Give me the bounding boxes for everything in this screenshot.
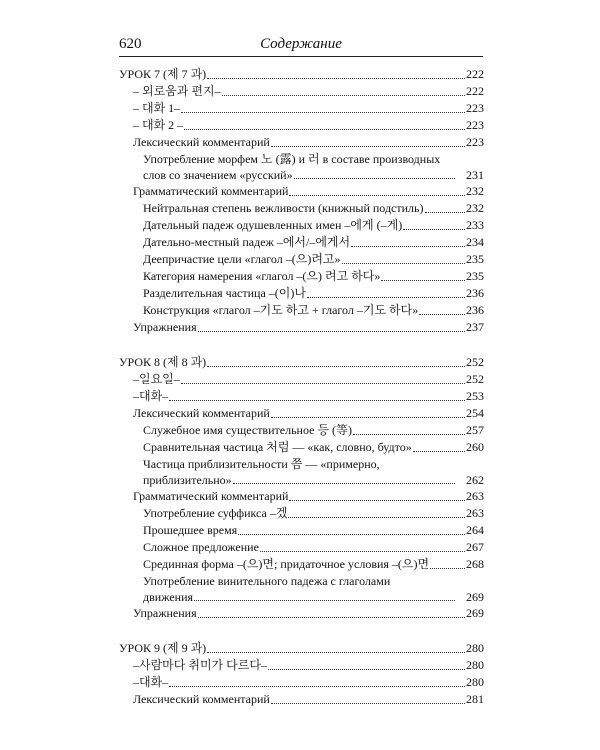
toc-entry-page: 252 — [466, 372, 484, 386]
toc-section — [119, 354, 484, 622]
toc-entry-page: 223 — [466, 101, 484, 115]
toc-entry-page: 236 — [466, 303, 484, 317]
toc-entry-page: 280 — [466, 675, 484, 689]
dot-leader — [351, 246, 465, 247]
toc-entry-text: Употребление морфем 노 (露) и 러 в составе производных — [143, 152, 441, 166]
toc-entry-page: 234 — [466, 235, 484, 249]
dot-leader — [307, 297, 465, 298]
toc-entry[interactable] — [119, 539, 484, 556]
dot-leader — [271, 703, 465, 704]
toc-entry[interactable] — [119, 151, 484, 183]
page-number: 620 — [119, 36, 142, 52]
toc-entry-page: 223 — [466, 135, 484, 149]
table-of-contents — [119, 66, 484, 708]
dot-leader — [207, 78, 465, 79]
toc-entry-text: – 대화 1– — [133, 101, 181, 115]
dot-leader — [353, 434, 465, 435]
toc-entry-page: 269 — [466, 590, 484, 604]
toc-entry[interactable] — [119, 319, 484, 336]
toc-entry-page: 281 — [466, 692, 484, 706]
toc-entry-text: Дательный падеж одушевленных имен –에게 (–게) — [143, 218, 403, 232]
toc-entry[interactable] — [119, 251, 484, 268]
dot-leader — [238, 534, 465, 535]
dot-leader — [342, 263, 465, 264]
toc-entry-page: 262 — [466, 473, 484, 487]
toc-entry[interactable] — [119, 66, 484, 83]
toc-entry-text: Грамматический комментарий — [133, 184, 289, 198]
toc-entry-page: 252 — [466, 355, 484, 369]
toc-entry-text: Категория намерения «глагол –(으) 려고 하다» — [143, 269, 381, 283]
dot-leader — [289, 500, 465, 501]
toc-entry-page: 260 — [466, 440, 484, 454]
toc-entry-text: Употребление винительного падежа с глаголами — [143, 574, 391, 588]
toc-entry-text: Употребление суффикса –겠 — [143, 506, 288, 520]
section-gap — [119, 336, 484, 354]
dot-leader — [271, 417, 465, 418]
toc-entry[interactable] — [119, 234, 484, 251]
dot-leader — [260, 551, 465, 552]
dot-leader — [413, 451, 465, 452]
dot-leader — [181, 112, 465, 113]
toc-entry-page: 268 — [466, 557, 484, 571]
toc-entry-text: Дательно-местный падеж –에서/–에게서 — [143, 235, 351, 249]
toc-entry-text: УРОК 7 (제 7 과) — [119, 67, 207, 81]
toc-entry[interactable] — [119, 556, 484, 573]
toc-entry[interactable] — [119, 134, 484, 151]
toc-entry[interactable] — [119, 217, 484, 234]
toc-entry-page: 280 — [466, 641, 484, 655]
dot-leader — [403, 229, 465, 230]
toc-entry[interactable] — [119, 371, 484, 388]
toc-entry-text: – 외로움과 편지– — [133, 84, 221, 98]
toc-entry[interactable] — [119, 640, 484, 657]
toc-entry[interactable] — [119, 439, 484, 456]
toc-entry[interactable] — [119, 83, 484, 100]
dot-leader — [430, 568, 465, 569]
section-gap — [119, 622, 484, 640]
dot-leader — [222, 95, 465, 96]
toc-entry[interactable] — [119, 573, 484, 605]
toc-entry-text: Нейтральная степень вежливости (книжный подстиль) — [143, 201, 424, 215]
toc-entry-text: Упражнения — [133, 606, 197, 620]
toc-entry-text: Прошедшее время — [143, 523, 238, 537]
toc-entry-text: Лексический комментарий — [133, 135, 270, 149]
toc-entry-page: 254 — [466, 406, 484, 420]
dot-leader — [169, 686, 465, 687]
toc-entry-text: Деепричастие цели «глагол –(으)려고» — [143, 252, 341, 266]
toc-entry[interactable] — [119, 657, 484, 674]
dot-leader — [207, 652, 465, 653]
toc-entry[interactable] — [119, 488, 484, 505]
toc-entry[interactable] — [119, 388, 484, 405]
dot-leader — [425, 212, 466, 213]
toc-entry[interactable] — [119, 183, 484, 200]
toc-entry[interactable] — [119, 405, 484, 422]
toc-entry-page: 257 — [466, 423, 484, 437]
toc-entry[interactable] — [119, 302, 484, 319]
toc-entry-text: Конструкция «глагол –기도 하고 + глагол –기도 하다» — [143, 303, 419, 317]
toc-entry-page: 223 — [466, 118, 484, 132]
toc-entry-page: 231 — [466, 168, 484, 182]
toc-entry-text: Лексический комментарий — [133, 692, 270, 706]
toc-entry-text-continued: слов со значением «русский» — [143, 168, 293, 182]
toc-entry[interactable] — [119, 354, 484, 371]
toc-entry[interactable] — [119, 674, 484, 691]
toc-entry-text: УРОК 8 (제 8 과) — [119, 355, 207, 369]
dot-leader — [381, 280, 465, 281]
toc-section — [119, 66, 484, 336]
dot-leader — [268, 669, 465, 670]
toc-entry[interactable] — [119, 200, 484, 217]
toc-entry-page: 269 — [466, 606, 484, 620]
toc-entry-text: Лексический комментарий — [133, 406, 270, 420]
toc-entry-text: Сравнительная частица 처럼 — «как, словно, будто» — [143, 440, 412, 454]
dot-leader — [169, 400, 465, 401]
toc-entry-page: 233 — [466, 218, 484, 232]
toc-entry-page: 237 — [466, 320, 484, 334]
toc-entry-text: –대화– — [133, 389, 169, 403]
toc-entry-text: Сложное предложение — [143, 540, 259, 554]
toc-entry-text-continued: движения — [143, 590, 194, 604]
dot-leader — [181, 383, 465, 384]
toc-entry[interactable] — [119, 117, 484, 134]
toc-entry[interactable] — [119, 100, 484, 117]
toc-entry-page: 232 — [466, 184, 484, 198]
toc-entry-page: 264 — [466, 523, 484, 537]
toc-entry-text: Служебное имя существительное 등 (等) — [143, 423, 353, 437]
toc-entry-page: 263 — [466, 506, 484, 520]
toc-entry-page: 280 — [466, 658, 484, 672]
dot-leader — [198, 617, 465, 618]
toc-entry-page: 263 — [466, 489, 484, 503]
toc-entry-text: УРОК 9 (제 9 과) — [119, 641, 207, 655]
toc-entry-page: 222 — [466, 84, 484, 98]
toc-entry-page: 235 — [466, 269, 484, 283]
dot-leader — [271, 146, 465, 147]
toc-entry-text: Разделительная частица –(이)나 — [143, 286, 306, 300]
toc-entry-page: 253 — [466, 389, 484, 403]
toc-entry-text: Грамматический комментарий — [133, 489, 289, 503]
dot-leader — [233, 483, 455, 484]
toc-entry-text: Упражнения — [133, 320, 197, 334]
toc-entry-text-continued: приблизительно» — [143, 473, 232, 487]
toc-entry[interactable] — [119, 268, 484, 285]
toc-entry[interactable] — [119, 456, 484, 488]
toc-entry-text: – 대화 2 – — [133, 118, 184, 132]
dot-leader — [198, 331, 465, 332]
dot-leader — [184, 129, 465, 130]
page-header — [119, 36, 483, 57]
dot-leader — [294, 178, 455, 179]
dot-leader — [419, 314, 465, 315]
toc-entry[interactable] — [119, 422, 484, 439]
toc-entry[interactable] — [119, 522, 484, 539]
toc-entry-page: 235 — [466, 252, 484, 266]
toc-entry-text: –일요일– — [133, 372, 180, 386]
toc-entry-page: 236 — [466, 286, 484, 300]
toc-entry-text: –대화– — [133, 675, 169, 689]
dot-leader — [288, 517, 465, 518]
toc-entry-page: 232 — [466, 201, 484, 215]
dot-leader — [289, 195, 465, 196]
toc-entry[interactable] — [119, 505, 484, 522]
page-title: Содержание — [260, 36, 342, 52]
toc-entry-page: 222 — [466, 67, 484, 81]
dot-leader — [207, 366, 465, 367]
toc-entry-page: 267 — [466, 540, 484, 554]
dot-leader — [194, 600, 455, 601]
toc-entry[interactable] — [119, 691, 484, 708]
toc-entry-text: Частица приблизительности 쯤 — «примерно, — [143, 457, 380, 471]
toc-entry-text: Срединная форма –(으)면; придаточное условия –(으)면 — [143, 557, 430, 571]
toc-entry[interactable] — [119, 285, 484, 302]
toc-entry[interactable] — [119, 605, 484, 622]
toc-section — [119, 640, 484, 708]
toc-entry-text: –사람마다 취미가 다르다– — [133, 658, 267, 672]
